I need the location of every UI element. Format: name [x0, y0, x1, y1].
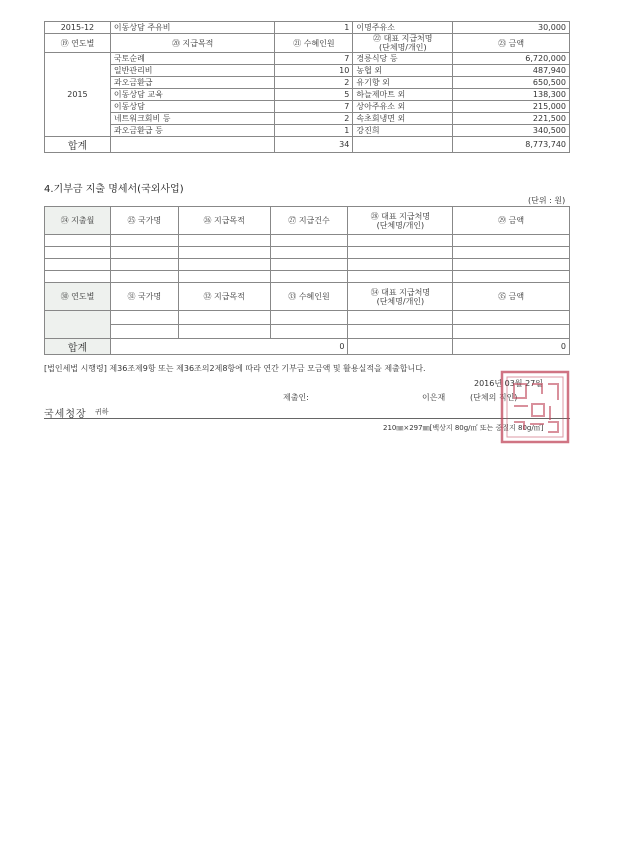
- recipients-cell: 2: [275, 113, 353, 125]
- purpose-cell: 과오금환급 등: [110, 125, 275, 137]
- header-row: [45, 34, 570, 53]
- recipients-cell: 10: [275, 65, 353, 77]
- paper-spec: 210㎜×297㎜[백상지 80g/㎡ 또는 중질지 80g/㎡]: [383, 424, 544, 432]
- table-row: [45, 247, 570, 259]
- col-header-payee: ㉞ 대표 지급처명 (단체명/개인): [348, 283, 453, 311]
- col-header-country: ㉕ 국가명: [110, 207, 178, 235]
- total-recipients: 34: [275, 137, 353, 153]
- payee-cell: 이명주유소: [353, 22, 453, 34]
- amount-cell: 30,000: [453, 22, 570, 34]
- purpose-cell: 이동상담 교육: [110, 89, 275, 101]
- col-header-count: ㉗ 지급건수: [270, 207, 348, 235]
- amount-cell: 221,500: [453, 113, 570, 125]
- amount-cell: 138,300: [453, 89, 570, 101]
- amount-cell: 215,000: [453, 101, 570, 113]
- col-header-year: ⑲ 연도별: [45, 34, 111, 53]
- payee-cell: 농협 외: [353, 65, 453, 77]
- purpose-cell: 국토순례: [110, 53, 275, 65]
- col-header-purpose: ㉜ 지급목적: [178, 283, 270, 311]
- official-seal-stamp: [500, 370, 570, 444]
- payee-cell: 상아주유소 외: [353, 101, 453, 113]
- col-header-year: ㉚ 연도별: [45, 283, 111, 311]
- col-header-recipients: ㉑ 수혜인원: [275, 34, 353, 53]
- col-header-payee: ㉘ 대표 지급처명 (단체명/개인): [348, 207, 453, 235]
- purpose-cell: 과오금환급: [110, 77, 275, 89]
- addressee-suffix: 귀하: [95, 408, 109, 416]
- purpose-cell: 이동상담 주유비: [110, 22, 275, 34]
- submitter-name: 이은재: [422, 393, 446, 402]
- col-header-month: ㉔ 지출월: [45, 207, 111, 235]
- total-amount: 8,773,740: [453, 137, 570, 153]
- table-row: [45, 259, 570, 271]
- section-title: 4.기부금 지출 명세서(국외사업): [44, 184, 184, 195]
- header-row: [45, 207, 570, 235]
- col-header-purpose: ㉖ 지급목적: [178, 207, 270, 235]
- table-row: [45, 77, 570, 89]
- addressee: 국세청장: [44, 409, 87, 420]
- table-row: [45, 325, 570, 339]
- payee-cell: 경릉식당 등: [353, 53, 453, 65]
- col-header-country: ㉛ 국가명: [110, 283, 178, 311]
- total-empty: [353, 137, 453, 153]
- total-amount: 0: [453, 339, 570, 355]
- amount-cell: 487,940: [453, 65, 570, 77]
- overseas-expense-table: [44, 206, 570, 355]
- header-row: [45, 283, 570, 311]
- divider: [44, 418, 570, 419]
- total-recipients: 0: [110, 339, 348, 355]
- purpose-cell: 이동상담: [110, 101, 275, 113]
- recipients-cell: 7: [275, 101, 353, 113]
- amount-cell: 340,500: [453, 125, 570, 137]
- purpose-cell: 네트워크회비 등: [110, 113, 275, 125]
- period-cell: 2015-12: [45, 22, 111, 34]
- total-empty: [110, 137, 275, 153]
- table-row: [45, 235, 570, 247]
- table-row: [45, 271, 570, 283]
- col-header-payee: ㉒ 대표 지급처명 (단체명/개인): [353, 34, 453, 53]
- table-row: [45, 22, 570, 34]
- payee-cell: 유기향 외: [353, 77, 453, 89]
- table-row: [45, 125, 570, 137]
- table-row: [45, 101, 570, 113]
- col-header-amount: ㉙ 금액: [453, 207, 570, 235]
- submitter-sign-note: (단체의 직인): [470, 393, 518, 402]
- amount-cell: 6,720,000: [453, 53, 570, 65]
- recipients-cell: 7: [275, 53, 353, 65]
- domestic-expense-table: [44, 21, 570, 153]
- year-cell: 2015: [45, 53, 111, 137]
- col-header-amount: ㉟ 금액: [453, 283, 570, 311]
- table-row: [45, 311, 570, 325]
- col-header-amount: ㉓ 금액: [453, 34, 570, 53]
- col-header-purpose: ⑳ 지급목적: [110, 34, 275, 53]
- recipients-cell: 1: [275, 125, 353, 137]
- unit-label: (단위 : 원): [528, 196, 566, 205]
- payee-cell: 하늘제마트 외: [353, 89, 453, 101]
- payee-cell: 강진희: [353, 125, 453, 137]
- col-header-recipients: ㉝ 수혜인원: [270, 283, 348, 311]
- payee-cell: 속초회냉면 외: [353, 113, 453, 125]
- table-row: [45, 65, 570, 77]
- law-notice: [법인세법 시행령] 제36조제9항 또는 제36조의2제8항에 따라 연간 기부금 모금액 및 활용실적을 제출합니다.: [44, 364, 426, 373]
- purpose-cell: 일반관리비: [110, 65, 275, 77]
- submission-date: 2016년 03월 27일: [474, 379, 543, 388]
- table-row: [45, 53, 570, 65]
- table-row: [45, 113, 570, 125]
- recipients-cell: 1: [275, 22, 353, 34]
- total-row: [45, 137, 570, 153]
- recipients-cell: 5: [275, 89, 353, 101]
- total-label: 합계: [45, 137, 111, 153]
- submitter-label: 제출인:: [283, 393, 309, 402]
- total-row: [45, 339, 570, 355]
- amount-cell: 650,500: [453, 77, 570, 89]
- recipients-cell: 2: [275, 77, 353, 89]
- total-label: 합계: [45, 339, 111, 355]
- table-row: [45, 89, 570, 101]
